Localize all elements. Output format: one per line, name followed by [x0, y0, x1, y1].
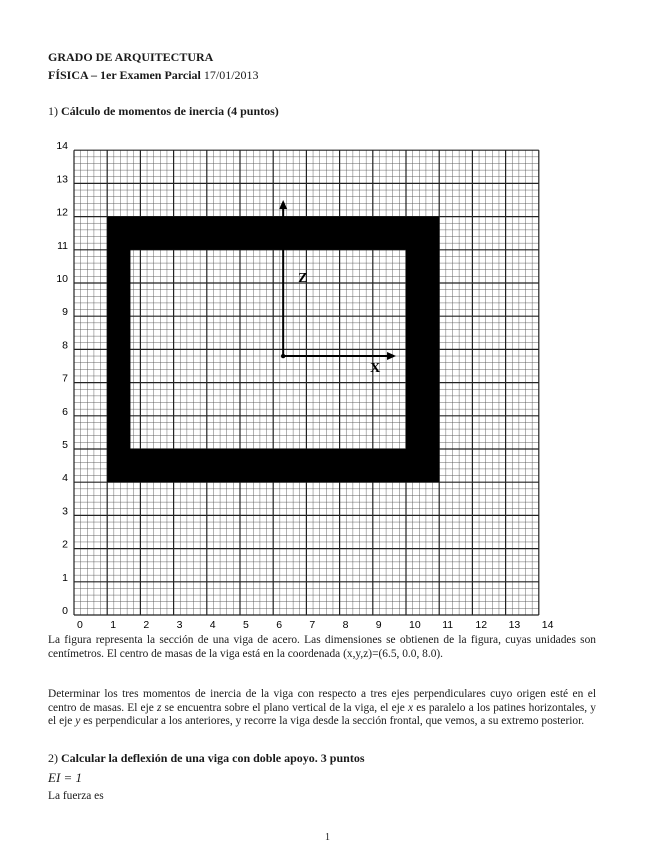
y-tick-label: 1 [62, 571, 68, 584]
section-1-number: 1) [48, 104, 58, 118]
y-tick-label: 9 [62, 306, 68, 319]
y-tick-label: 11 [57, 239, 68, 252]
course-title: GRADO DE ARQUITECTURA [48, 50, 214, 64]
y-tick-label: 0 [62, 605, 68, 617]
task-axis-y: y [75, 715, 81, 727]
y-tick-label: 6 [62, 405, 68, 418]
y-tick-label: 4 [62, 472, 68, 485]
task-axis-x: x [408, 701, 414, 714]
paragraph-description: La figura representa la sección de una viga de acero. Las dimensiones se obtienen de la figura, cuyas unidades son centímetros. El centro de masas de la viga está en la coordenada (x,y,z)=(6.5, 0.0, 8.0). [48, 634, 596, 660]
equation-ei: EI = 1 [48, 770, 83, 785]
x-tick-label: 13 [508, 619, 521, 631]
task-text-2: se encuentra sobre el plano vertical de la viga, el eje [161, 701, 408, 714]
x-tick-label: 5 [243, 619, 249, 631]
x-tick-label: 11 [442, 619, 454, 631]
x-tick-label: 2 [143, 619, 150, 631]
section-1-title: Cálculo de momentos de inercia (4 puntos) [61, 104, 279, 118]
x-tick-label: 4 [209, 619, 216, 631]
x-tick-label: 10 [409, 619, 421, 631]
y-tick-label: 10 [56, 273, 68, 285]
x-tick-label: 12 [475, 619, 488, 631]
origin-point [281, 354, 285, 358]
task-text-1: Determinar los tres momentos de inercia de la viga con respecto a tres ejes perpendiculares cuyo origen esté en el centro de masas. El eje [48, 688, 596, 714]
exam-name: FÍSICA – 1er Examen Parcial [48, 68, 201, 82]
section-2-number: 2) [48, 751, 58, 765]
x-tick-label: 14 [541, 619, 554, 631]
task-axis-z: z [156, 701, 162, 714]
exam-date: 17/01/2013 [203, 68, 259, 82]
page-number: 1 [325, 832, 330, 843]
task-text-4: es perpendicular a los anteriores, y recorre la viga desde la sección frontal, que vemos, a su extremo posterior. [80, 715, 585, 727]
y-tick-label: 8 [62, 339, 68, 352]
paragraph-task [48, 688, 596, 729]
x-tick-label: 7 [309, 619, 316, 631]
x-tick-label: 0 [77, 619, 83, 631]
y-tick-label: 14 [56, 140, 68, 153]
x-tick-label: 1 [110, 619, 117, 631]
x-axis-label: X [370, 361, 381, 377]
y-tick-label: 5 [62, 439, 68, 451]
fuerza-text: La fuerza es [48, 790, 104, 802]
x-tick-label: 6 [276, 619, 283, 631]
x-tick-label: 3 [176, 619, 183, 631]
x-tick-label: 9 [375, 619, 382, 631]
x-tick-label: 8 [342, 619, 349, 631]
y-tick-label: 13 [56, 173, 68, 186]
y-tick-label: 7 [62, 372, 68, 385]
section-2-title: Calcular la deflexión de una viga con doble apoyo. 3 puntos [61, 751, 365, 765]
y-tick-label: 2 [62, 538, 68, 551]
z-axis-arrowhead [279, 200, 287, 209]
section-2-heading [48, 751, 365, 766]
y-tick-label: 12 [56, 206, 68, 219]
x-axis-arrowhead [387, 352, 396, 360]
y-tick-label: 3 [62, 505, 68, 518]
task-text-3: es paralelo a los patines horizontales, y el eje [48, 701, 596, 727]
z-axis-label: Z [298, 271, 308, 287]
